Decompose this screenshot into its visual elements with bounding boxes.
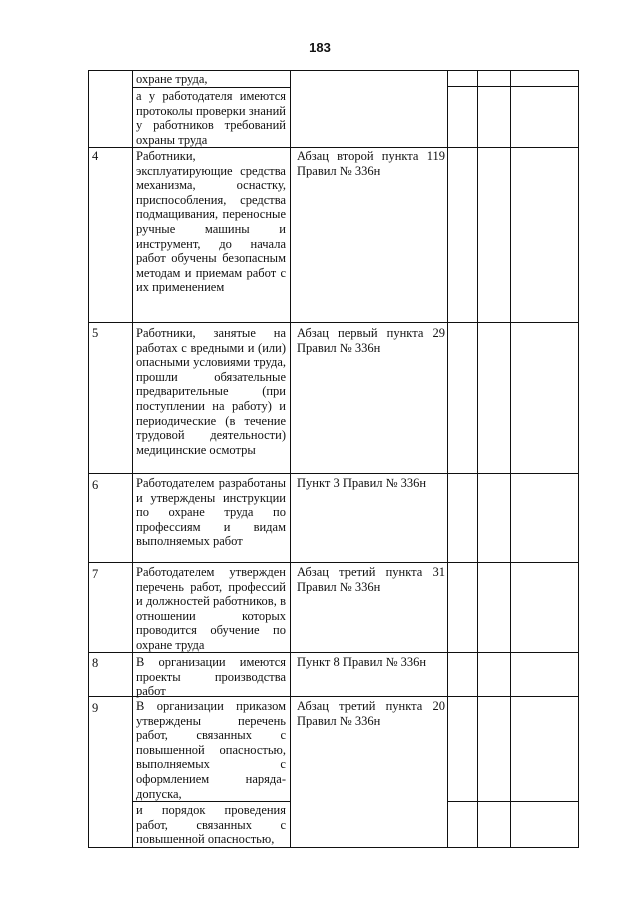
reference-text: Пункт 3 Правил № 336н [297, 476, 427, 490]
column-divider [510, 70, 511, 848]
reference-text: Пункт 8 Правил № 336н [297, 655, 427, 669]
subrow-divider [132, 87, 290, 88]
row-number: 9 [92, 701, 99, 715]
requirement-text: Работодателем утвержден перечень работ, профессий и должностей работников, в отношении которых проводится обучение по охране труда [136, 565, 286, 652]
table-border-right [578, 70, 579, 848]
column-divider [290, 70, 291, 848]
subrow-divider [447, 801, 579, 802]
table-border-left [88, 70, 89, 848]
row-number: 8 [92, 656, 99, 670]
row-divider [88, 322, 579, 323]
page-number: 183 [309, 40, 331, 55]
row-divider [88, 473, 579, 474]
requirement-text: Работники, занятые на работах с вредными и (или) опасными условиями труда, прошли обязательные предварительные (при поступлении на работу) и периодические (в течение трудовой деятельности) медицинские осмотры [136, 326, 286, 457]
row-number: 6 [92, 478, 99, 492]
row-number: 4 [92, 149, 99, 163]
reference-text: Абзац второй пункта 119 Правил № 336н [297, 149, 445, 178]
requirement-text: Работодателем разработаны и утверждены инструкции по охране труда по профессиям и видам выполняемых работ [136, 476, 286, 549]
reference-text: Абзац третий пункта 20 Правил № 336н [297, 699, 445, 728]
table-border-bottom [88, 847, 579, 848]
row-number: 5 [92, 326, 99, 340]
row-divider [88, 70, 579, 71]
subrow-divider [447, 86, 579, 87]
reference-text: Абзац первый пункта 29 Правил № 336н [297, 326, 445, 355]
column-divider [477, 70, 478, 848]
row-number: 7 [92, 567, 99, 581]
row-divider [88, 562, 579, 563]
requirement-text: охране труда, [136, 72, 208, 86]
requirement-text: Работники, эксплуатирующие средства механизма, оснастку, приспособления, средства подмащивания, переносные ручные машины и инструмент, до начала работ обучены безопасным методам и приемам работ с их применением [136, 149, 286, 295]
requirement-text: а у работодателя имеются протоколы проверки знаний у работников требований охраны труда [136, 89, 286, 147]
reference-text: Абзац третий пункта 31 Правил № 336н [297, 565, 445, 594]
requirement-text: и порядок проведения работ, связанных с повышенной опасностью, [136, 803, 286, 847]
requirement-text: В организации имеются проекты производства работ [136, 655, 286, 699]
column-divider [132, 70, 133, 848]
column-divider [447, 70, 448, 848]
requirement-text: В организации приказом утверждены перечень работ, связанных с повышенной опасностью, выполняемых с оформлением наряда-допуска, [136, 699, 286, 801]
